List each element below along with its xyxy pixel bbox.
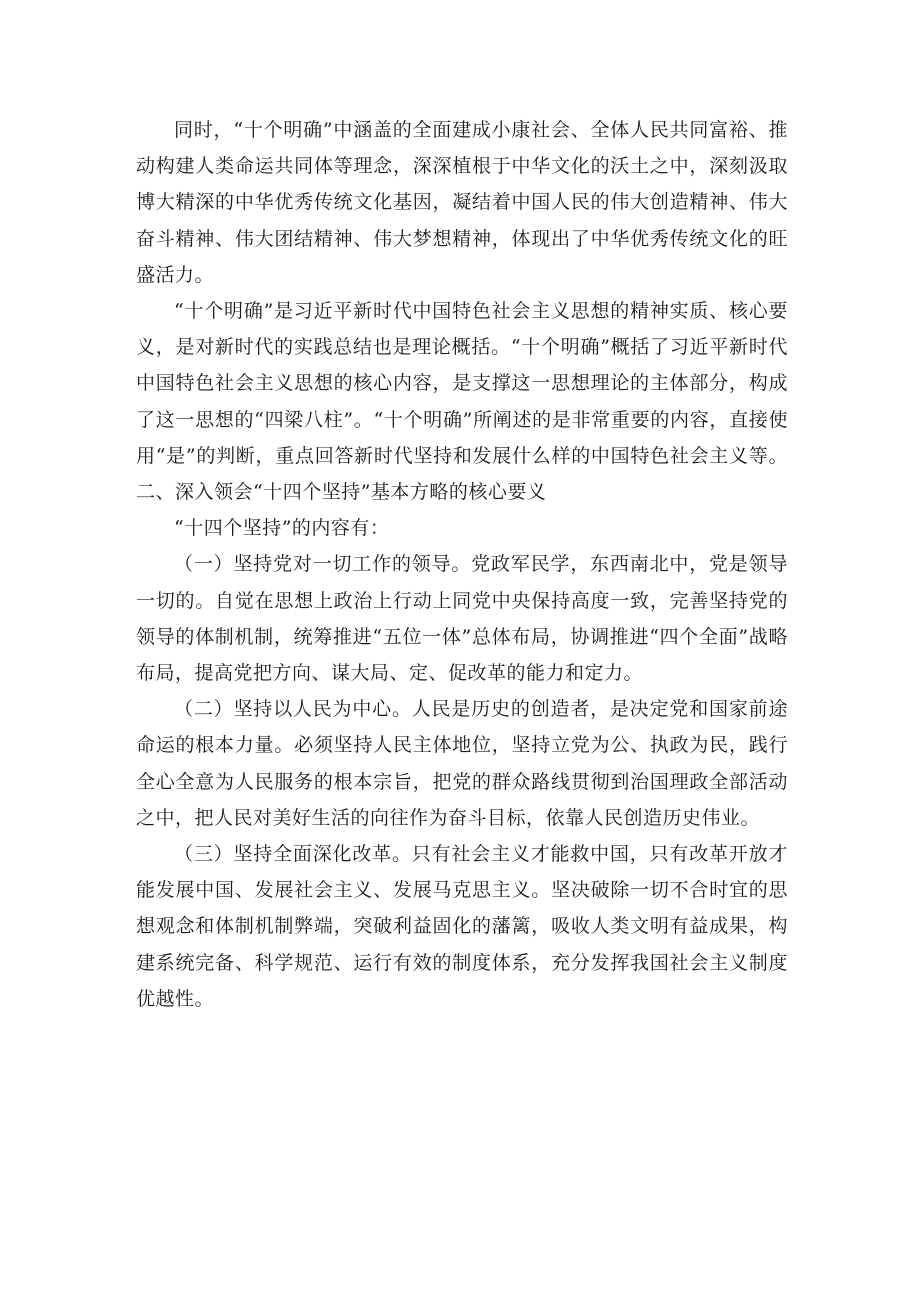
paragraph-1: 同时，“十个明确”中涵盖的全面建成小康社会、全体人民共同富裕、推动构建人类命运共同体等理念，深深植根于中华文化的沃土之中，深刻汲取博大精深的中华优秀传统文化基因，凝结着中国人民的伟大创造精神、伟大奋斗精神、伟大团结精神、伟大梦想精神，体现出了中华优秀传统文化的旺盛活力。	[136, 119, 788, 286]
paragraph-5: （二）坚持以人民为中心。人民是历史的创造者，是决定党和国家前途命运的根本力量。必须坚持人民主体地位，坚持立党为公、执政为民，践行全心全意为人民服务的根本宗旨，把党的群众路线贯彻到治国理政全部活动之中，把人民对美好生活的向往作为奋斗目标，依靠人民创造历史伟业。	[136, 698, 788, 829]
paragraph-4: （一）坚持党对一切工作的领导。党政军民学，东西南北中，党是领导一切的。自觉在思想上政治上行动上同党中央保持高度一致，完善坚持党的领导的体制机制，统筹推进“五位一体”总体布局，协调推进“四个全面”战略布局，提高党把方向、谋大局、定、促改革的能力和定力。	[136, 553, 788, 685]
paragraph-2: “十个明确”是习近平新时代中国特色社会主义思想的精神实质、核心要义，是对新时代的实践总结也是理论概括。“十个明确”概括了习近平新时代中国特色社会主义思想的核心内容，是支撑这一思想理论的主体部分，构成了这一思想的“四梁八柱”。“十个明确”所阐述的是非常重要的内容，直接使用“是”的判断，重点回答新时代坚持和发展什么样的中国特色社会主义等。二、深入领会“十四个坚持”基本方略的核心要义	[136, 300, 788, 504]
paragraph-6: （三）坚持全面深化改革。只有社会主义才能救中国，只有改革开放才能发展中国、发展社会主义、发展马克思主义。坚决破除一切不合时宜的思想观念和体制机制弊端，突破利益固化的藩篱，吸收人类文明有益成果，构建系统完备、科学规范、运行有效的制度体系，充分发挥我国社会主义制度优越性。	[136, 843, 788, 1010]
paragraph-3: “十四个坚持”的内容有：	[174, 517, 390, 540]
